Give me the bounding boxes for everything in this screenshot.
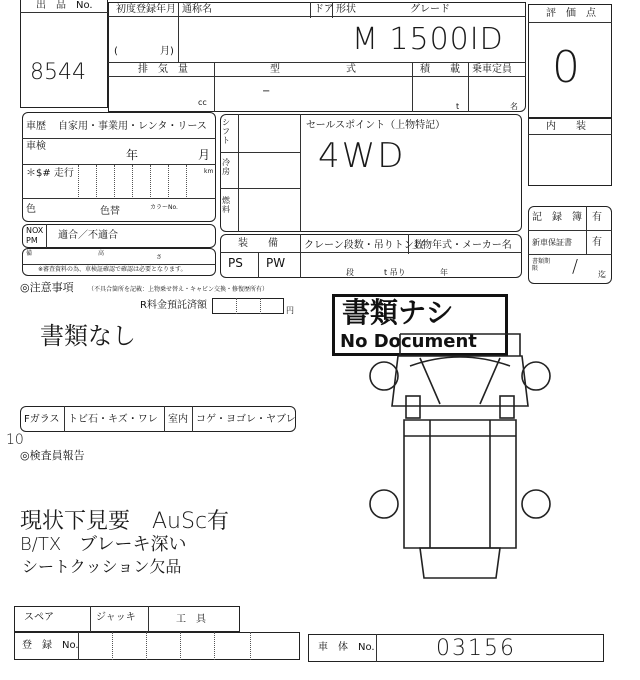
inspector-line-3: シートクッション欠品: [22, 557, 182, 576]
grade-label: グレード: [410, 4, 450, 15]
type-value: −: [262, 86, 271, 97]
equip-item-ps: PS: [228, 256, 243, 270]
color-label: 色: [26, 204, 36, 215]
recall-label: 書類期限: [532, 258, 551, 272]
glass-item-interior: 室内: [168, 414, 188, 425]
yen-unit: 円: [286, 306, 294, 315]
score-value: 0: [552, 42, 580, 93]
ton-unit: t: [456, 102, 460, 111]
form-label: 式: [346, 64, 356, 75]
top-label: 上物年式・メーカー名: [412, 240, 512, 251]
top-year-label: 年: [440, 268, 448, 277]
inspection-year: 年: [126, 148, 139, 162]
sales-point-label: セールスポイント（上物特記）: [306, 120, 446, 131]
shift-label: シフト: [222, 118, 230, 145]
caution-sub: （不具合箇所を記載：上物乗せ替え・キャビン交換・修復歴所有）: [88, 286, 269, 293]
recycle-label: R料金預託済額: [140, 300, 207, 311]
mileage-label: ＊$# 走行: [26, 168, 74, 179]
vehicle-info-box: [108, 2, 526, 112]
color-no-label: カラーNo.: [150, 204, 178, 211]
warranty-label: 新車保証書: [532, 238, 572, 247]
km-unit: km: [204, 168, 214, 175]
tools-label: 工 具: [176, 614, 206, 625]
stamp-line-1: 書類ナシ: [342, 296, 454, 329]
reg-no-label: 登 録 No.: [22, 640, 79, 651]
color-change-label: 色替: [100, 206, 120, 217]
score-label: 評 価 点: [546, 8, 596, 19]
load-label: 積 載: [420, 64, 460, 75]
crane-label: クレーン段数・吊りトン数: [304, 240, 424, 251]
fuel-label: 燃料: [222, 196, 230, 214]
type-label: 型: [270, 64, 280, 75]
dim-a: 備: [26, 250, 33, 257]
model-name-label: 通称名: [182, 4, 212, 15]
lot-number: 8544: [30, 60, 86, 85]
chassis-label: 車 体 No.: [318, 642, 375, 653]
warranty-value: 有: [592, 237, 602, 248]
caution-label: ◎注意事項: [20, 281, 74, 294]
lot-label: 出 品 No.: [36, 0, 93, 11]
shape-label: 形状: [336, 4, 356, 15]
interior-label: 内 装: [546, 121, 586, 132]
caution-text: 書類なし: [40, 322, 136, 350]
inspection-label: 車検: [26, 141, 46, 152]
equip-label: 装 備: [238, 238, 278, 249]
capacity-label: 乗車定員: [472, 64, 512, 75]
persons-unit: 名: [510, 102, 518, 111]
pm-label: PM: [26, 236, 38, 245]
chassis-value: 03156: [436, 636, 516, 661]
spare-label: スペア: [24, 612, 54, 623]
first-reg-month: 月): [160, 46, 174, 57]
truck-diagram: [360, 286, 560, 586]
jack-label: ジャッキ: [96, 612, 136, 623]
usage-options: 自家用・事業用・レンタ・リース: [58, 121, 207, 132]
law-notice: ※審査資料の為、車検証確認で確認は必要となります。: [38, 266, 187, 273]
dim-b: 高: [98, 250, 105, 257]
glass-item-front: Fガラス: [24, 414, 60, 425]
cc-unit: cc: [198, 98, 207, 107]
doors-label: ドア: [314, 4, 334, 15]
inspector-label: ◎検査員報告: [20, 449, 85, 462]
ac-label: 冷房: [222, 158, 230, 176]
inspector-line-1: 現状下見要 AuSc有: [20, 509, 230, 534]
record-book-value: 有: [592, 212, 602, 223]
displacement-label: 排 気 量: [138, 64, 188, 75]
sales-point-value: 4WD: [318, 136, 406, 176]
recall-suffix: 迄: [598, 270, 606, 279]
glass-item-stains: コゲ・ヨゴレ・ヤブレ: [196, 414, 296, 425]
nox-box: [22, 224, 216, 248]
dim-c: さ: [156, 254, 163, 261]
inspection-month: 月: [198, 148, 211, 162]
first-reg-label: 初度登録年月: [116, 4, 176, 15]
page-mark: 10: [6, 432, 24, 448]
dan-label: 段: [346, 268, 354, 277]
nox-label: NOX: [26, 226, 44, 235]
glass-item-chips: トビ石・キズ・ワレ: [68, 414, 158, 425]
stamp-line-2: No Document: [340, 331, 477, 352]
lot-number-box: [20, 0, 108, 108]
equip-item-pw: PW: [266, 256, 286, 270]
ton-hang-label: t 吊り: [384, 268, 406, 277]
record-book-label: 記 録 簿: [532, 212, 582, 223]
usage-label: 車歴: [26, 121, 46, 132]
grade-value: M 1500ID: [352, 22, 504, 57]
recycle-cells: [212, 298, 284, 314]
recall-value: /: [572, 256, 579, 277]
nox-value: 適合／不適合: [58, 230, 118, 241]
inspector-line-2: B/TX ブレーキ深い: [20, 534, 187, 555]
